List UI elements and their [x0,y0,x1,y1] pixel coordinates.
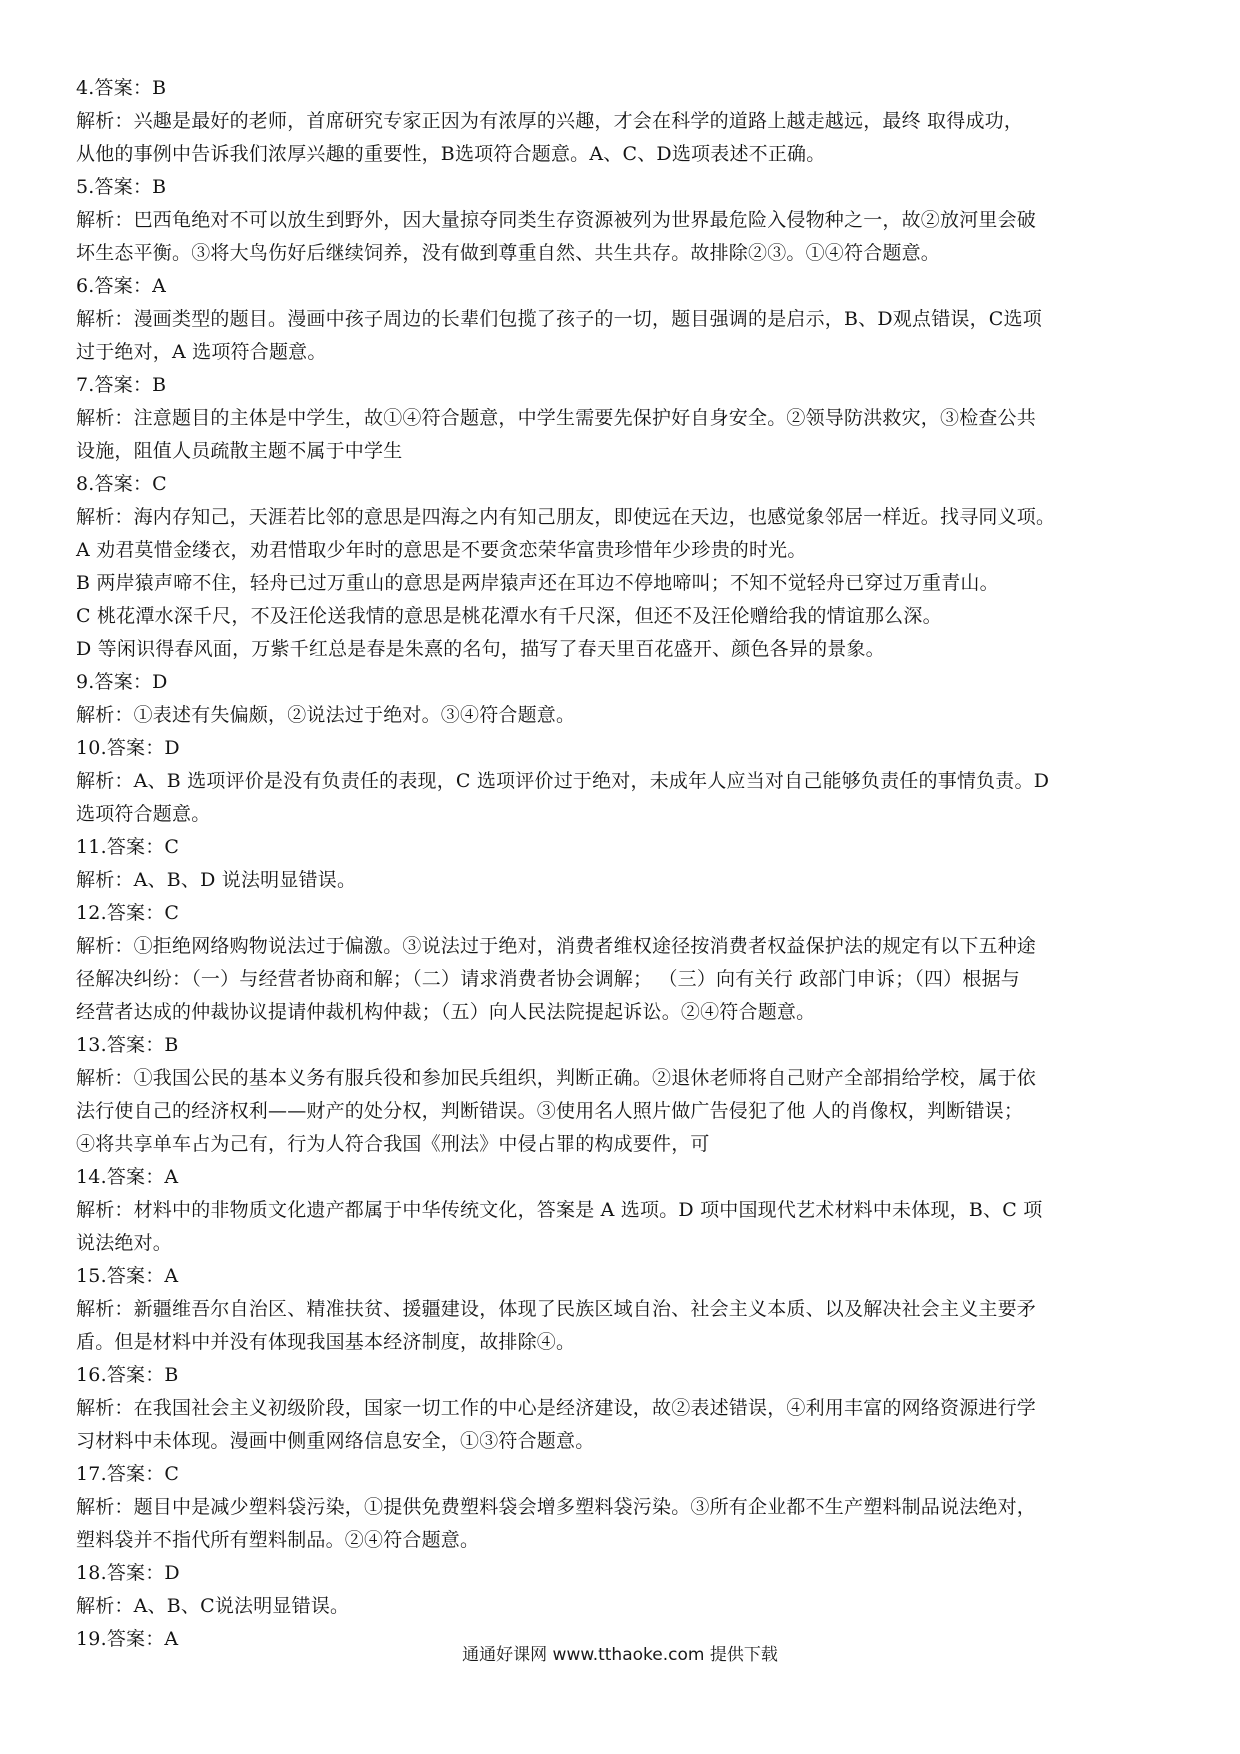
answer-line: 径解决纠纷：（一）与经营者协商和解；（二）请求消费者协会调解； （三）向有关行 政部门申诉；（四）根据与 [76,968,1020,990]
answer-line: 解析：海内存知己，天涯若比邻的意思是四海之内有知己朋友，即使远在天边，也感觉象邻居一样近。找寻同义项。 [76,506,1056,528]
answer-line: 8.答案：C [76,473,167,495]
answer-line: 过于绝对，A 选项符合题意。 [76,341,327,363]
page-footer: 通通好课网 www.tthaoke.com 提供下载 [462,1645,778,1665]
answer-line: 解析：新疆维吾尔自治区、精准扶贫、援疆建设，体现了民族区域自治、社会主义本质、以及解决社会主义主要矛 [76,1298,1037,1320]
answer-line: 15.答案：A [76,1265,179,1287]
answer-line: 5.答案：B [76,176,167,198]
answer-line: 17.答案：C [76,1463,180,1485]
answer-line: 6.答案：A [76,275,167,297]
answer-line: B 两岸猿声啼不住，轻舟已过万重山的意思是两岸猿声还在耳边不停地啼叫；不知不觉轻舟已穿过万重青山。 [76,572,999,594]
answer-line: 10.答案：D [76,737,180,759]
answer-line: 解析：①表述有失偏颇，②说法过于绝对。③④符合题意。 [76,704,576,726]
answer-line: 解析：①拒绝网络购物说法过于偏激。③说法过于绝对，消费者维权途径按消费者权益保护法的规定有以下五种途 [76,935,1037,957]
answer-line: 12.答案：C [76,902,180,924]
answer-line: 解析：A、B 选项评价是没有负责任的表现，C 选项评价过于绝对，未成年人应当对自己能够负责任的事情负责。D [76,770,1050,792]
answer-line: ④将共享单车占为己有，行为人符合我国《刑法》中侵占罪的构成要件，可 [76,1133,710,1155]
answer-line: 解析：①我国公民的基本义务有服兵役和参加民兵组织，判断正确。②退休老师将自己财产全部捐给学校，属于依 [76,1067,1037,1089]
answer-line: 设施，阻值人员疏散主题不属于中学生 [76,440,403,462]
answer-line: 解析：材料中的非物质文化遗产都属于中华传统文化，答案是 A 选项。D 项中国现代艺术材料中未体现，B、C 项 [76,1199,1043,1221]
answer-line: 从他的事例中告诉我们浓厚兴趣的重要性，B选项符合题意。A、C、D选项表述不正确。 [76,143,826,165]
answer-line: 解析：A、B、C说法明显错误。 [76,1595,350,1617]
answer-line: 解析：兴趣是最好的老师，首席研究专家正因为有浓厚的兴趣，才会在科学的道路上越走越远，最终 取得成功， [76,110,1024,132]
answer-line: 法行使自己的经济权利——财产的处分权，判断错误。③使用名人照片做广告侵犯了他 人的肖像权，判断错误； [76,1100,1024,1122]
answer-line: 解析：漫画类型的题目。漫画中孩子周边的长辈们包揽了孩子的一切，题目强调的是启示，B、D观点错误，C选项 [76,308,1042,330]
answer-line: 解析：注意题目的主体是中学生，故①④符合题意，中学生需要先保护好自身安全。②领导防洪救灾，③检查公共 [76,407,1037,429]
answer-line: 18.答案：D [76,1562,180,1584]
answer-line: 习材料中未体现。漫画中侧重网络信息安全，①③符合题意。 [76,1430,595,1452]
answer-document [76,72,1172,1656]
answer-line: 7.答案：B [76,374,167,396]
answer-line: 13.答案：B [76,1034,179,1056]
answer-line: 选项符合题意。 [76,803,211,825]
answer-line: 解析：题目中是减少塑料袋污染，①提供免费塑料袋会增多塑料袋污染。③所有企业都不生产塑料制品说法绝对， [76,1496,1037,1518]
answer-line: 经营者达成的仲裁协议提请仲裁机构仲裁；（五）向人民法院提起诉讼。②④符合题意。 [76,1001,816,1023]
answer-line: 16.答案：B [76,1364,179,1386]
answer-line: C 桃花潭水深千尺，不及汪伦送我情的意思是桃花潭水有千尺深，但还不及汪伦赠给我的情谊那么深。 [76,605,942,627]
answer-line: 塑料袋并不指代所有塑料制品。②④符合题意。 [76,1529,480,1551]
answer-line: A 劝君莫惜金缕衣，劝君惜取少年时的意思是不要贪恋荣华富贵珍惜年少珍贵的时光。 [76,539,807,561]
answer-line: D 等闲识得春风面，万紫千红总是春是朱熹的名句，描写了春天里百花盛开、颜色各异的景象。 [76,638,885,660]
answer-line: 11.答案：C [76,836,180,858]
answer-line: 解析：在我国社会主义初级阶段，国家一切工作的中心是经济建设，故②表述错误，④利用丰富的网络资源进行学 [76,1397,1037,1419]
answer-line: 解析：A、B、D 说法明显错误。 [76,869,357,891]
answer-line: 坏生态平衡。③将大鸟伤好后继续饲养，没有做到尊重自然、共生共存。故排除②③。①④符合题意。 [76,242,941,264]
answer-line: 盾。但是材料中并没有体现我国基本经济制度，故排除④。 [76,1331,576,1353]
answer-line: 19.答案：A [76,1628,179,1650]
answer-line: 4.答案：B [76,77,167,99]
answer-line: 14.答案：A [76,1166,179,1188]
answer-line: 说法绝对。 [76,1232,173,1254]
answer-line: 解析：巴西龟绝对不可以放生到野外，因大量掠夺同类生存资源被列为世界最危险入侵物种之一，故②放河里会破 [76,209,1037,231]
answer-line: 9.答案：D [76,671,168,693]
